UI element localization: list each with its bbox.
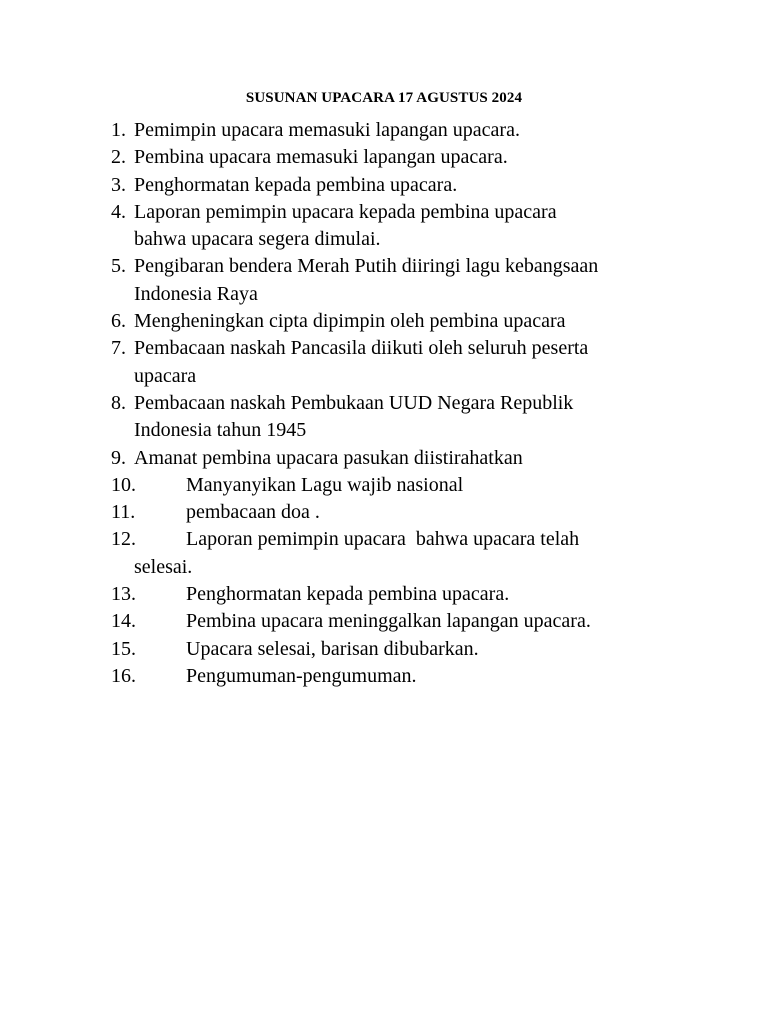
list-item — [111, 144, 711, 171]
list-item — [111, 199, 711, 226]
list-item — [111, 117, 711, 144]
item-text: Indonesia Raya — [134, 282, 258, 305]
item-text: Penghormatan kepada pembina upacara. — [186, 583, 510, 606]
list-item-continuation — [111, 363, 711, 390]
list-item-continuation — [111, 554, 711, 581]
item-number: 4. — [111, 200, 126, 223]
item-text: bahwa upacara segera dimulai. — [134, 228, 381, 251]
list-item — [111, 499, 711, 526]
list-item — [111, 335, 711, 362]
item-text: selesai. — [134, 555, 193, 578]
item-number: 2. — [111, 146, 126, 169]
item-text: Pemimpin upacara memasuki lapangan upacara. — [134, 119, 520, 141]
item-number: 3. — [111, 173, 126, 196]
item-number: 11. — [111, 501, 136, 524]
list-item — [111, 253, 711, 280]
list-item — [111, 172, 711, 199]
item-text: upacara — [134, 364, 197, 387]
document-title: SUSUNAN UPACARA 17 AGUSTUS 2024 — [245, 90, 523, 106]
item-text: Pembacaan naskah Pembukaan UUD Negara Republik — [134, 391, 574, 414]
item-text: Indonesia tahun 1945 — [134, 419, 307, 442]
item-text: Pembina upacara meninggalkan lapangan upacara. — [186, 610, 591, 633]
list-item — [111, 581, 711, 608]
list-item-continuation — [111, 417, 711, 444]
list-item — [111, 636, 711, 663]
item-number: 6. — [111, 310, 126, 333]
list-item — [111, 472, 711, 499]
list-item — [111, 390, 711, 417]
list-item-continuation — [111, 281, 711, 308]
item-text: Pengibaran bendera Merah Putih diiringi lagu kebangsaan — [134, 255, 599, 278]
list-item-continuation — [111, 226, 711, 253]
item-text: Penghormatan kepada pembina upacara. — [134, 173, 458, 196]
list-item — [111, 308, 711, 335]
item-number: 7. — [111, 337, 126, 360]
item-text: Mengheningkan cipta dipimpin oleh pembina upacara — [134, 310, 566, 333]
item-number: 9. — [111, 446, 126, 469]
item-text: Pembacaan naskah Pancasila diikuti oleh seluruh peserta — [134, 337, 589, 360]
item-text: Pembina upacara memasuki lapangan upacara. — [134, 146, 508, 169]
item-text: Laporan pemimpin upacara bahwa upacara telah — [186, 528, 580, 551]
item-number: 5. — [111, 255, 126, 278]
item-number: 12. — [111, 528, 136, 551]
item-number: 13. — [111, 583, 136, 606]
item-number: 15. — [111, 637, 136, 660]
item-text: pembacaan doa . — [186, 501, 320, 524]
list-item — [111, 608, 711, 635]
item-number: 16. — [111, 664, 136, 687]
item-text: Laporan pemimpin upacara kepada pembina upacara — [134, 200, 557, 223]
list-item — [111, 445, 711, 472]
list-item — [111, 526, 711, 553]
item-text: Pengumuman-pengumuman. — [186, 664, 417, 687]
item-number: 1. — [111, 119, 126, 141]
item-number: 14. — [111, 610, 136, 633]
list-item — [111, 663, 711, 690]
item-number: 8. — [111, 391, 126, 414]
item-text: Amanat pembina upacara pasukan diistirahatkan — [134, 446, 523, 469]
item-number: 10. — [111, 473, 136, 496]
ceremony-list — [111, 117, 711, 690]
item-text: Upacara selesai, barisan dibubarkan. — [186, 637, 479, 660]
item-text: Manyanyikan Lagu wajib nasional — [186, 473, 464, 496]
